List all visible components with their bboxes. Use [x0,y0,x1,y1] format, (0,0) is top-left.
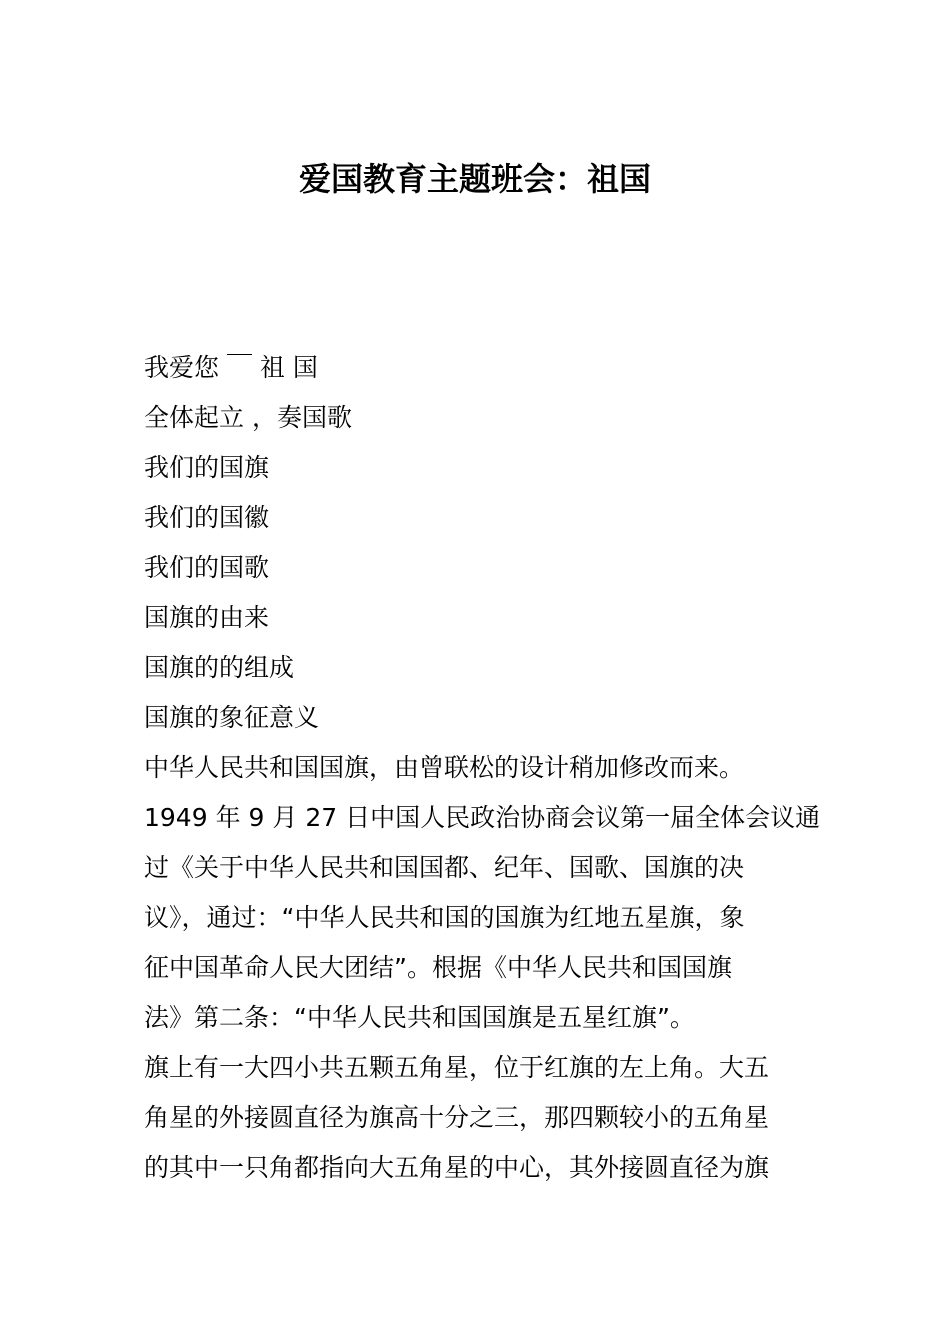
document-title: 爱国教育主题班会：祖国 [298,160,651,198]
outline-item: 我爱您 ￣ 祖 国 [144,353,318,382]
paragraph-line: 旗上有一大四小共五颗五角星，位于红旗的左上角。大五 [144,1053,770,1082]
paragraph-line: 法》第二条：“中华人民共和国国旗是五星红旗”。 [144,1003,695,1032]
outline-item: 全体起立 ，奏国歌 [144,403,352,432]
paragraph-flag-origin [144,743,821,1043]
outline-item: 国旗的象征意义 [144,703,320,732]
outline-item: 我们的国歌 [144,553,270,582]
paragraph-line: 中华人民共和国国旗，由曾联松的设计稍加修改而来。 [144,753,745,782]
paragraph-line: 征中国革命人民大团结”。根据《中华人民共和国国旗 [144,953,732,982]
paragraph-line: 角星的外接圆直径为旗高十分之三，那四颗较小的五角星 [144,1103,770,1132]
paragraph-line: 1949 年 9 月 27 日中国人民政治协商会议第一届全体会议通 [144,803,821,832]
paragraph-line: 议》，通过：“中华人民共和国的国旗为红地五星旗，象 [144,903,745,932]
paragraph-line: 过《关于中华人民共和国国都、纪年、国歌、国旗的决 [144,853,745,882]
outline-item: 我们的国旗 [144,453,270,482]
document-body [144,343,821,1193]
outline-item: 国旗的的组成 [144,653,295,682]
paragraph-flag-composition [144,1043,814,1193]
outline-item: 我们的国徽 [144,503,270,532]
outline-item: 国旗的由来 [144,603,270,632]
paragraph-line: 的其中一只角都指向大五角星的中心，其外接圆直径为旗 [144,1153,770,1182]
